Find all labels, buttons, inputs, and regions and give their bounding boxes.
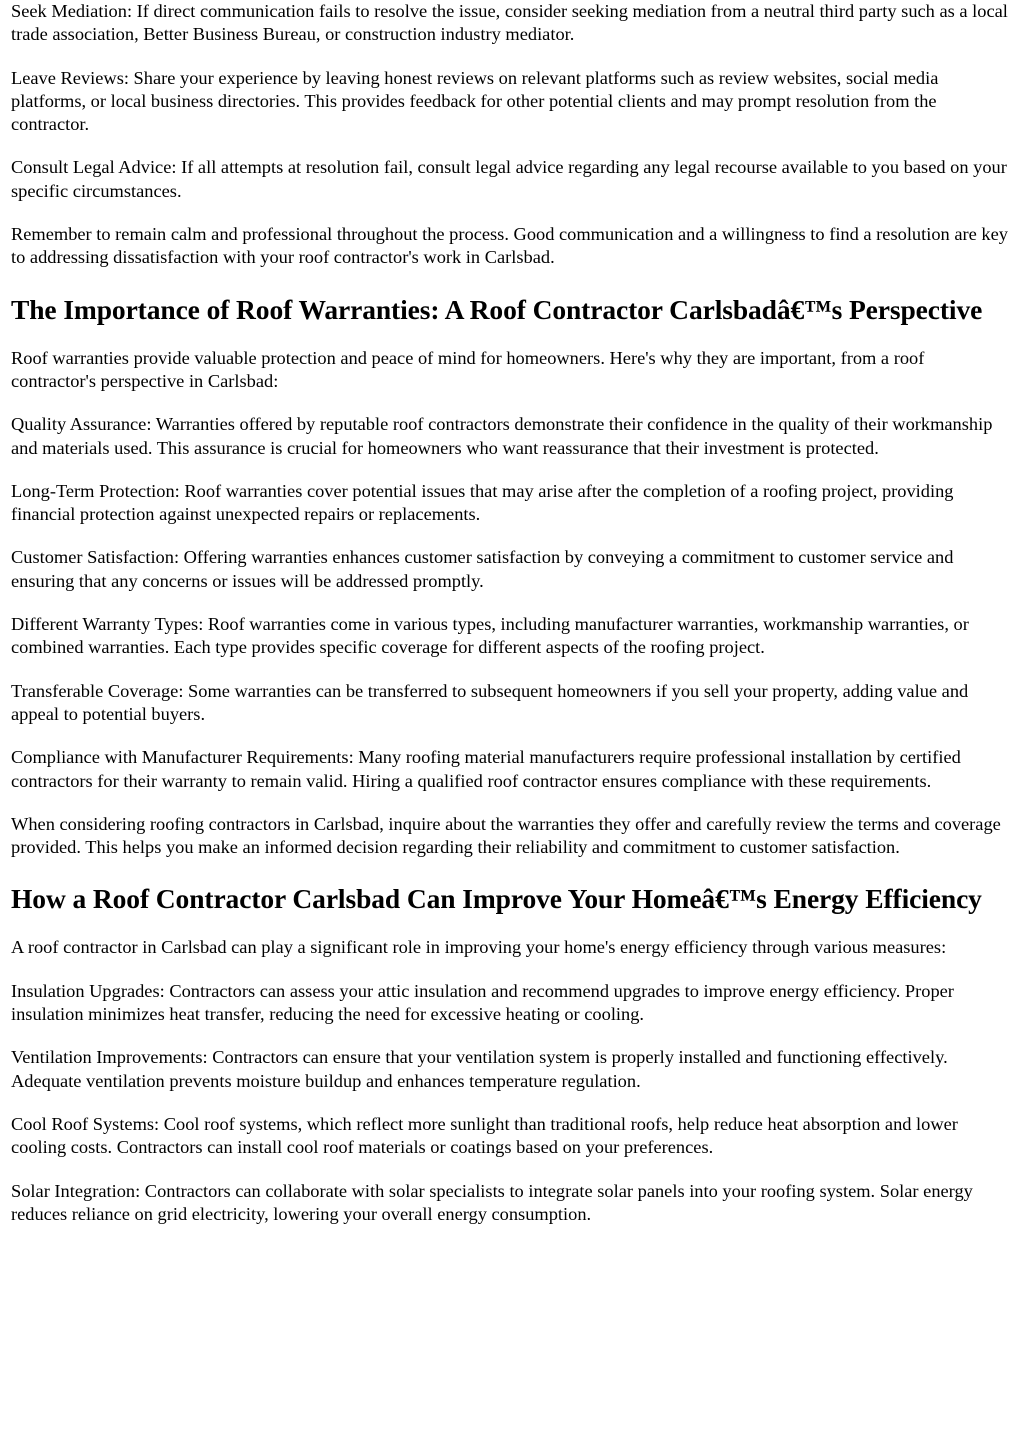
paragraph-transferable-coverage: Transferable Coverage: Some warranties can be transferred to subsequent homeowners if you sell your property, adding value and appeal to potential buyers. (11, 680, 969, 724)
paragraph-cool-roof-systems: Cool Roof Systems: Cool roof systems, which reflect more sunlight than traditional roofs, help reduce heat absorption and lower cooling costs. Contractors can install cool roof materials or coatings based on your preferences. (11, 1113, 958, 1158)
paragraph-solar-integration: Solar Integration: Contractors can collaborate with solar specialists to integrate solar panels into your roofing system. Solar energy reduces reliance on grid electricity, lowering your overall energy consumption. (11, 1180, 973, 1224)
paragraph-ventilation-improvements: Ventilation Improvements: Contractors can ensure that your ventilation system is properly installed and functioning effectively. Adequate ventilation prevents moisture buildup and enhances temperature regulation. (11, 1047, 948, 1091)
paragraph-manufacturer-compliance: Compliance with Manufacturer Requirements: Many roofing material manufacturers require professional installation by certified contractors for their warranty to remain valid. Hiring a qualified roof contractor ensures compliance with these requirements. (11, 747, 961, 791)
paragraph-insulation-upgrades: Insulation Upgrades: Contractors can assess your attic insulation and recommend upgrades to improve energy efficiency. Proper insulation minimizes heat transfer, reducing the need for excessive heating or cooling. (11, 980, 954, 1025)
paragraph-energy-intro: A roof contractor in Carlsbad can play a significant role in improving your home's energy efficiency through various measures: (11, 937, 947, 958)
paragraph-warranty-types: Different Warranty Types: Roof warranties come in various types, including manufacturer warranties, workmanship warranties, or combined warranties. Each type provides specific coverage for different aspects of the roofing project. (11, 614, 969, 658)
paragraph-remember-calm: Remember to remain calm and professional throughout the process. Good communication and a willingness to find a resolution are key to addressing dissatisfaction with your roof contractor's work in Carlsbad. (11, 224, 1008, 268)
paragraph-seek-mediation: Seek Mediation: If direct communication fails to resolve the issue, consider seeking mediation from a neutral third party such as a local trade association, Better Business Bureau, or construction industry mediator. (11, 1, 1008, 45)
article-content (11, 0, 1013, 1226)
heading-energy-efficiency: How a Roof Contractor Carlsbad Can Improve Your Homeâ€™s Energy Efficiency (11, 883, 982, 915)
paragraph-long-term-protection: Long-Term Protection: Roof warranties cover potential issues that may arise after the completion of a roofing project, providing financial protection against unexpected repairs or replacements. (11, 480, 954, 525)
paragraph-customer-satisfaction: Customer Satisfaction: Offering warranties enhances customer satisfaction by conveying a commitment to customer service and ensuring that any concerns or issues will be addressed promptly. (11, 547, 954, 591)
paragraph-leave-reviews: Leave Reviews: Share your experience by leaving honest reviews on relevant platforms such as review websites, social media platforms, or local business directories. This provides feedback for other potential clients and may prompt resolution from the contractor. (11, 67, 939, 135)
paragraph-warranties-intro: Roof warranties provide valuable protection and peace of mind for homeowners. Here's why they are important, from a roof contractor's perspective in Carlsbad: (11, 347, 925, 391)
heading-roof-warranties: The Importance of Roof Warranties: A Roof Contractor Carlsbadâ€™s Perspective (11, 293, 983, 325)
paragraph-consult-legal-advice: Consult Legal Advice: If all attempts at resolution fail, consult legal advice regarding any legal recourse available to you based on your specific circumstances. (11, 157, 1007, 201)
paragraph-warranties-conclusion: When considering roofing contractors in Carlsbad, inquire about the warranties they offer and carefully review the terms and coverage provided. This helps you make an informed decision regarding their reliability and commitment to customer satisfaction. (11, 813, 1001, 858)
paragraph-quality-assurance: Quality Assurance: Warranties offered by reputable roof contractors demonstrate their confidence in the quality of their workmanship and materials used. This assurance is crucial for homeowners who want reassurance that their investment is protected. (11, 414, 993, 458)
